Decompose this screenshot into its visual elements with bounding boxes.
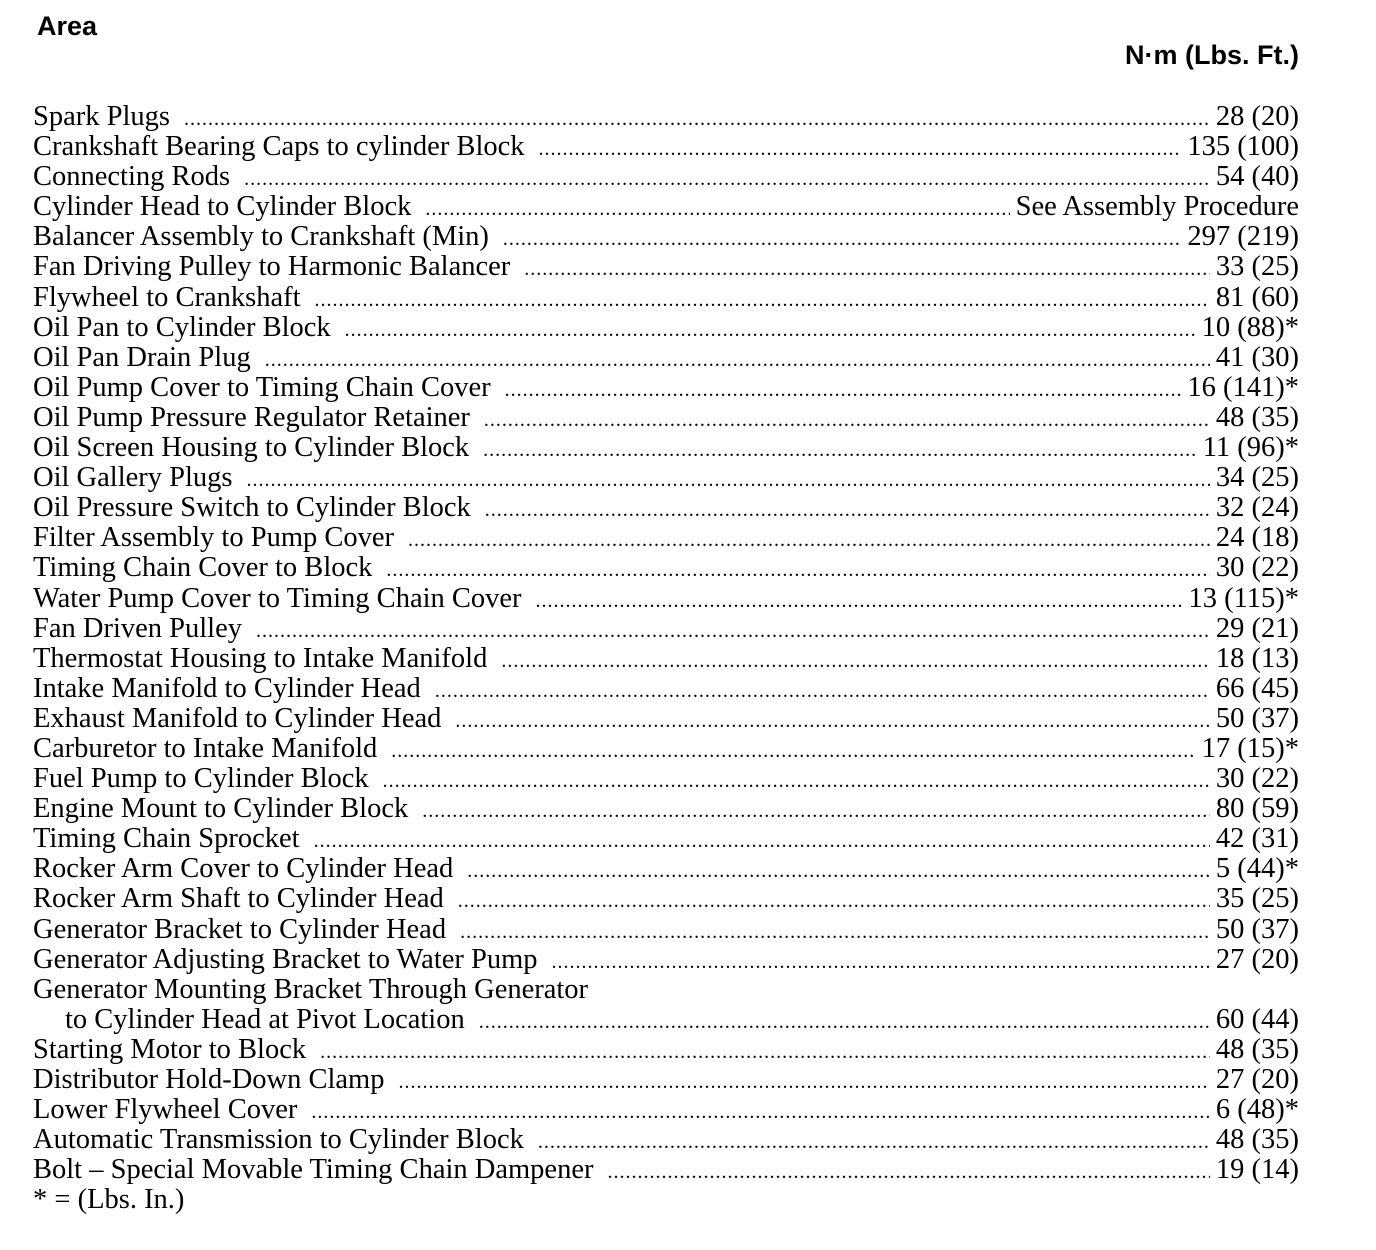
spec-row	[33, 764, 1299, 794]
spec-row	[33, 222, 1299, 252]
spec-value: 54 (40)	[1215, 161, 1299, 193]
spec-value: 30 (22)	[1215, 552, 1299, 584]
spec-value: See Assembly Procedure	[1015, 191, 1299, 223]
spec-value: 28 (20)	[1215, 101, 1299, 132]
spec-row	[33, 493, 1299, 523]
dot-leader	[435, 676, 1210, 706]
spec-value: 5 (44)*	[1215, 853, 1299, 885]
spec-name: Spark Plugs	[33, 101, 170, 132]
spec-name: Fuel Pump to Cylinder Block	[33, 763, 369, 795]
spec-name: Rocker Arm Cover to Cylinder Head	[33, 853, 454, 885]
dot-leader	[479, 1007, 1210, 1037]
spec-value: 29 (21)	[1215, 612, 1299, 644]
torque-spec-list	[33, 102, 1299, 1215]
spec-value: 18 (13)	[1215, 642, 1299, 674]
dot-leader	[455, 706, 1209, 736]
spec-value: 19 (14)	[1215, 1154, 1299, 1186]
spec-name: Fan Driven Pulley	[33, 612, 242, 644]
spec-name: Lower Flywheel Cover	[33, 1094, 298, 1126]
spec-row	[33, 644, 1299, 674]
spec-value: 11 (96)*	[1202, 432, 1299, 464]
spec-row	[33, 313, 1299, 343]
dot-leader	[501, 646, 1210, 676]
dot-leader	[425, 194, 1009, 224]
spec-row	[33, 704, 1299, 734]
spec-value: 16 (141)*	[1187, 371, 1299, 403]
spec-row	[33, 343, 1299, 373]
dot-leader	[184, 104, 1210, 134]
spec-name: Oil Screen Housing to Cylinder Block	[33, 432, 470, 464]
spec-row	[33, 734, 1299, 764]
spec-name: Rocker Arm Shaft to Cylinder Head	[33, 883, 444, 915]
dot-leader	[607, 1157, 1209, 1187]
dot-leader	[391, 736, 1195, 766]
spec-name: Carburetor to Intake Manifold	[33, 732, 378, 764]
spec-name: Timing Chain Sprocket	[33, 823, 300, 855]
spec-row	[33, 433, 1299, 463]
area-column-header: Area	[37, 11, 98, 41]
spec-row-second-line	[33, 1005, 1299, 1035]
spec-name-line1: Generator Mounting Bracket Through Generator	[33, 973, 589, 1005]
spec-row	[33, 102, 1299, 132]
spec-value: 32 (24)	[1215, 492, 1299, 524]
spec-value: 17 (15)*	[1201, 732, 1299, 764]
spec-name: Timing Chain Cover to Block	[33, 552, 373, 584]
spec-row	[33, 794, 1299, 824]
spec-name: Balancer Assembly to Crankshaft (Min)	[33, 221, 489, 253]
spec-name: Thermostat Housing to Intake Manifold	[33, 642, 488, 674]
dot-leader	[315, 285, 1210, 315]
spec-row	[33, 1035, 1299, 1065]
spec-name: Bolt – Special Movable Timing Chain Dampener	[33, 1154, 594, 1186]
spec-value: 13 (115)*	[1188, 582, 1299, 614]
spec-row	[33, 854, 1299, 884]
spec-value: 33 (25)	[1215, 251, 1299, 283]
dot-leader	[247, 465, 1210, 495]
spec-name: Flywheel to Crankshaft	[33, 281, 301, 313]
spec-row	[33, 523, 1299, 553]
spec-value: 41 (30)	[1215, 341, 1299, 373]
dot-leader	[383, 766, 1210, 796]
dot-leader	[539, 134, 1182, 164]
footnote: * = (Lbs. In.)	[33, 1184, 185, 1216]
dot-leader	[484, 405, 1210, 435]
spec-name: Starting Motor to Block	[33, 1033, 307, 1065]
spec-row	[33, 162, 1299, 192]
spec-value: 50 (37)	[1215, 702, 1299, 734]
dot-leader	[467, 856, 1210, 886]
dot-leader	[256, 616, 1210, 646]
spec-name: Oil Pump Cover to Timing Chain Cover	[33, 371, 491, 403]
spec-name: Engine Mount to Cylinder Block	[33, 793, 409, 825]
spec-value: 48 (35)	[1215, 1124, 1299, 1156]
spec-name: Oil Gallery Plugs	[33, 462, 233, 494]
dot-leader	[503, 224, 1181, 254]
spec-value: 80 (59)	[1215, 793, 1299, 825]
spec-row	[33, 1155, 1299, 1185]
dot-leader	[265, 345, 1210, 375]
spec-name: Intake Manifold to Cylinder Head	[33, 672, 421, 704]
spec-value: 50 (37)	[1215, 913, 1299, 945]
spec-name: Oil Pan to Cylinder Block	[33, 311, 331, 343]
spec-row	[33, 192, 1299, 222]
dot-leader	[460, 917, 1210, 947]
dot-leader	[320, 1037, 1210, 1067]
spec-name: Filter Assembly to Pump Cover	[33, 522, 395, 554]
spec-value: 60 (44)	[1215, 1003, 1299, 1035]
spec-row	[33, 945, 1299, 975]
spec-value: 34 (25)	[1215, 462, 1299, 494]
spec-name: Generator Adjusting Bracket to Water Pump	[33, 943, 538, 975]
dot-leader	[314, 826, 1210, 856]
dot-leader	[505, 375, 1182, 405]
spec-name: Oil Pressure Switch to Cylinder Block	[33, 492, 471, 524]
spec-name: Exhaust Manifold to Cylinder Head	[33, 702, 442, 734]
spec-name: Oil Pump Pressure Regulator Retainer	[33, 401, 470, 433]
spec-row-first-line	[33, 975, 1299, 1005]
dot-leader	[536, 586, 1183, 616]
spec-value: 10 (88)*	[1201, 311, 1299, 343]
spec-row	[33, 283, 1299, 313]
spec-name: Generator Bracket to Cylinder Head	[33, 913, 447, 945]
spec-value: 30 (22)	[1215, 763, 1299, 795]
dot-leader	[483, 435, 1197, 465]
spec-value: 135 (100)	[1187, 131, 1299, 163]
spec-row	[33, 1125, 1299, 1155]
dot-leader	[408, 525, 1210, 555]
spec-value: 24 (18)	[1215, 522, 1299, 554]
spec-value: 42 (31)	[1215, 823, 1299, 855]
spec-name: Connecting Rods	[33, 161, 231, 193]
dot-leader	[552, 947, 1210, 977]
dot-leader	[538, 1127, 1210, 1157]
spec-name: Fan Driving Pulley to Harmonic Balancer	[33, 251, 511, 283]
spec-row	[33, 252, 1299, 282]
spec-name-line2: to Cylinder Head at Pivot Location	[65, 1003, 465, 1035]
spec-value: 66 (45)	[1215, 672, 1299, 704]
dot-leader	[398, 1067, 1209, 1097]
spec-row	[33, 1095, 1299, 1125]
spec-value: 297 (219)	[1187, 221, 1299, 253]
dot-leader	[458, 886, 1210, 916]
spec-value: 27 (20)	[1215, 1064, 1299, 1095]
spec-value: 6 (48)*	[1215, 1094, 1299, 1126]
dot-leader	[386, 555, 1210, 585]
spec-value: 48 (35)	[1215, 401, 1299, 433]
dot-leader	[485, 495, 1210, 525]
spec-name: Oil Pan Drain Plug	[33, 341, 251, 373]
spec-row	[33, 1065, 1299, 1095]
spec-row	[33, 553, 1299, 583]
unit-column-header: N·m (Lbs. Ft.)	[1125, 40, 1299, 70]
spec-value: 27 (20)	[1215, 943, 1299, 975]
spec-row	[33, 132, 1299, 162]
spec-row	[33, 674, 1299, 704]
spec-name: Automatic Transmission to Cylinder Block	[33, 1124, 524, 1156]
dot-leader	[311, 1097, 1210, 1127]
spec-value: 35 (25)	[1215, 883, 1299, 915]
spec-row	[33, 824, 1299, 854]
spec-row	[33, 463, 1299, 493]
spec-row	[33, 915, 1299, 945]
spec-name: Distributor Hold-Down Clamp	[33, 1064, 385, 1095]
spec-row	[33, 373, 1299, 403]
spec-row	[33, 884, 1299, 914]
spec-name: Cylinder Head to Cylinder Block	[33, 191, 412, 223]
spec-name: Water Pump Cover to Timing Chain Cover	[33, 582, 522, 614]
spec-name: Crankshaft Bearing Caps to cylinder Block	[33, 131, 525, 163]
dot-leader	[345, 315, 1196, 345]
spec-row	[33, 584, 1299, 614]
dot-leader	[422, 796, 1210, 826]
spec-value: 81 (60)	[1215, 281, 1299, 313]
spec-row	[33, 403, 1299, 433]
spec-row	[33, 614, 1299, 644]
dot-leader	[524, 254, 1210, 284]
spec-value: 48 (35)	[1215, 1033, 1299, 1065]
dot-leader	[244, 164, 1210, 194]
